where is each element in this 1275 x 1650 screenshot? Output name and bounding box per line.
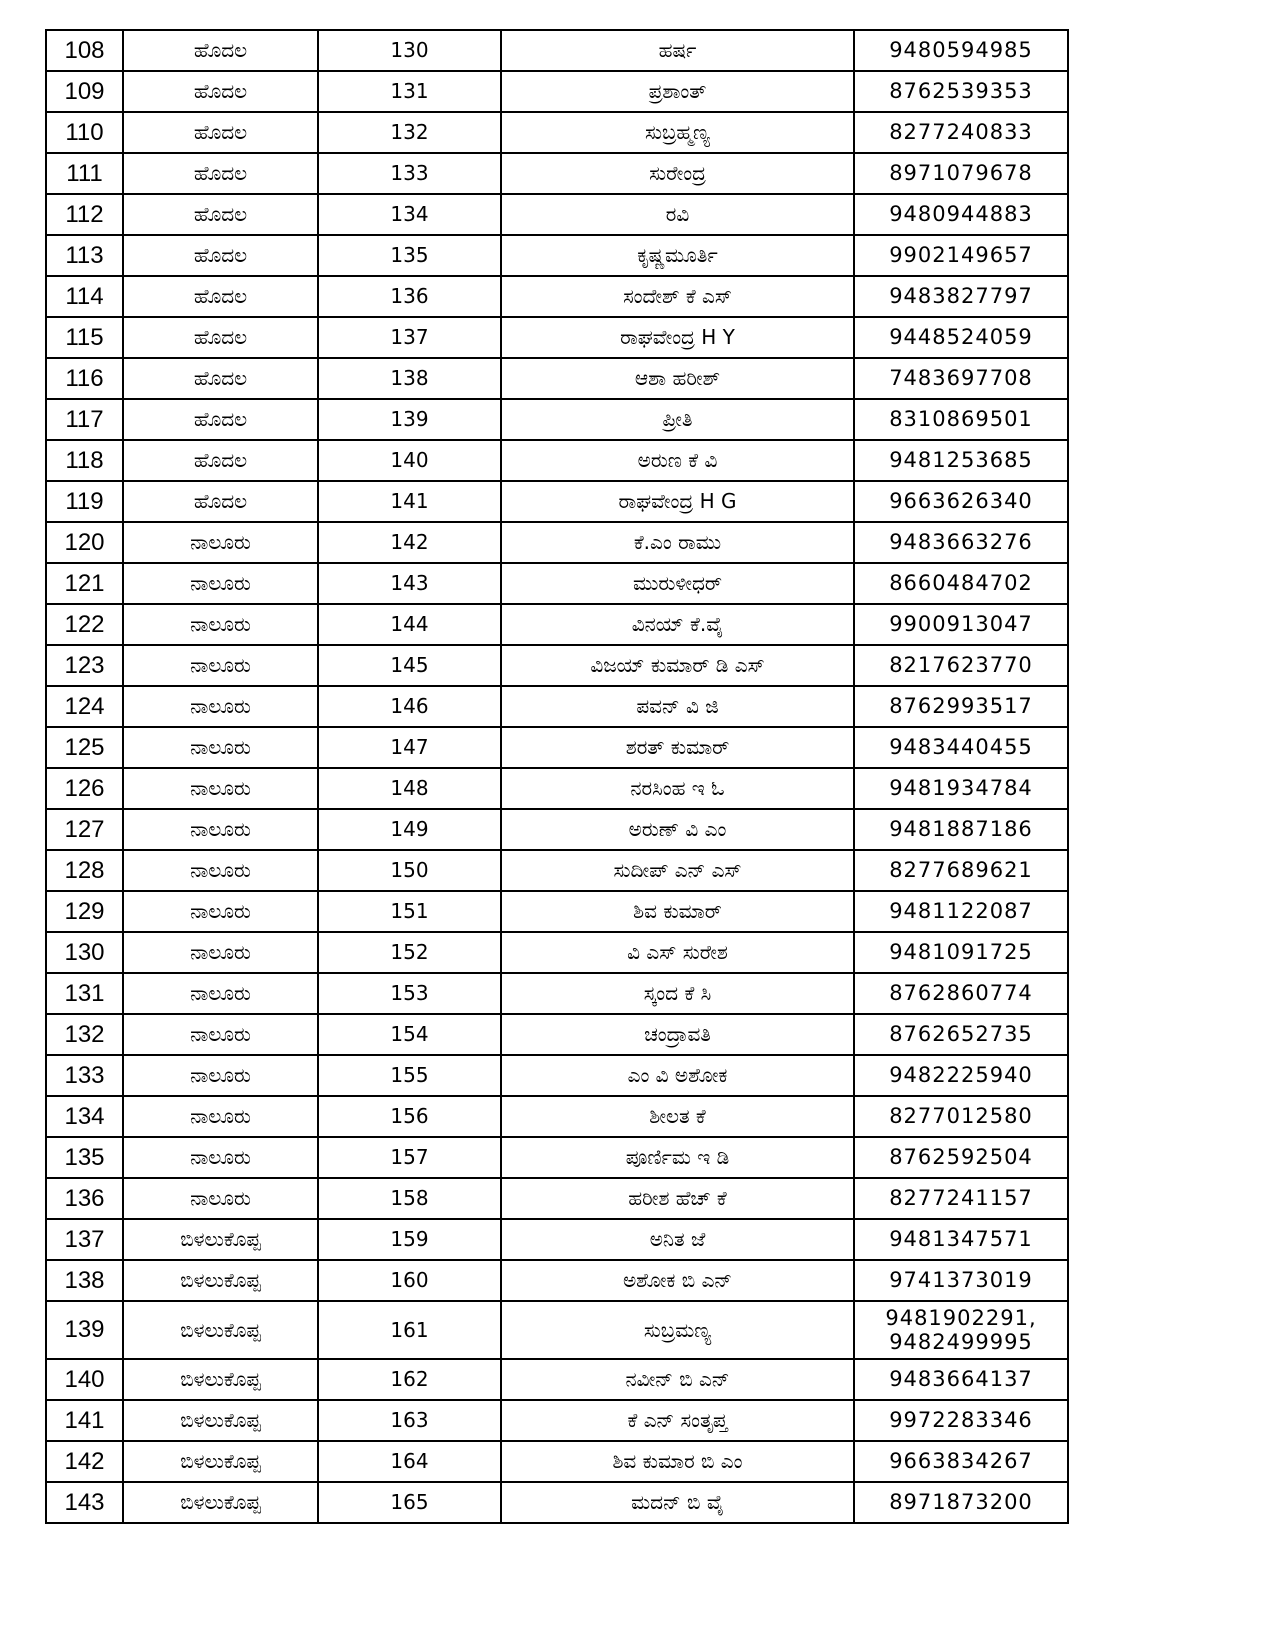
phone-number: 8277689621 [889,858,1033,883]
phone-number: 7483697708 [889,366,1033,391]
serial-number-cell: 125 [46,727,123,768]
table-row [46,1441,1068,1482]
phone-cell [854,1400,1068,1441]
phone-cell [854,850,1068,891]
village-cell: ನಾಲೂರು [123,645,318,686]
phone-cell [854,563,1068,604]
phone-cell [854,276,1068,317]
phone-number: 9481253685 [889,448,1033,473]
code-cell: 158 [318,1178,501,1219]
name-cell: ವಿನಯ್ ಕೆ.ವೈ [501,604,854,645]
table-row [46,317,1068,358]
code-cell: 155 [318,1055,501,1096]
name-cell: ಪ್ರೀತಿ [501,399,854,440]
code-cell: 153 [318,973,501,1014]
name-cell: ವಿಜಯ್ ಕುಮಾರ್ ಡಿ ಎಸ್ [501,645,854,686]
code-cell: 165 [318,1482,501,1523]
serial-number-cell: 126 [46,768,123,809]
serial-number-cell: 130 [46,932,123,973]
code-cell: 147 [318,727,501,768]
phone-cell [854,194,1068,235]
name-cell: ಕೃಷ್ಣಮೂರ್ತಿ [501,235,854,276]
phone-cell [854,1096,1068,1137]
code-cell: 131 [318,71,501,112]
phone-cell [854,153,1068,194]
table-row [46,645,1068,686]
serial-number-cell: 112 [46,194,123,235]
serial-number-cell: 141 [46,1400,123,1441]
code-cell: 130 [318,30,501,71]
table-row [46,440,1068,481]
name-cell: ಸುರೇಂದ್ರ [501,153,854,194]
table-row [46,686,1068,727]
name-cell: ಶಿವ ಕುಮಾರ ಬಿ ಎಂ [501,1441,854,1482]
serial-number-cell: 117 [46,399,123,440]
code-cell: 143 [318,563,501,604]
serial-number-cell: 124 [46,686,123,727]
table-row [46,1219,1068,1260]
phone-cell [854,1260,1068,1301]
name-cell: ಹರ್ಷ [501,30,854,71]
contact-table [45,29,1069,1524]
phone-cell [854,317,1068,358]
table-body [46,30,1068,1523]
table-row [46,1055,1068,1096]
name-cell: ರವಿ [501,194,854,235]
table-row [46,1096,1068,1137]
phone-number: 8762993517 [889,694,1033,719]
phone-cell [854,358,1068,399]
phone-number: 9480594985 [889,38,1033,63]
village-cell: ಹೊದಲ [123,71,318,112]
name-cell: ಸುದೀಪ್ ಎನ್ ಎಸ್ [501,850,854,891]
name-cell: ವಿ ಎಸ್ ಸುರೇಶ [501,932,854,973]
table-row [46,1301,1068,1359]
code-cell: 152 [318,932,501,973]
serial-number-cell: 136 [46,1178,123,1219]
name-cell: ಅರುಣ್ ವಿ ಎಂ [501,809,854,850]
phone-number: 8762592504 [889,1145,1033,1170]
phone-cell [854,727,1068,768]
phone-number: 9481934784 [889,776,1033,801]
village-cell: ನಾಲೂರು [123,1096,318,1137]
village-cell: ಬಿಳಲುಕೊಪ್ಪ [123,1441,318,1482]
code-cell: 138 [318,358,501,399]
table-row [46,112,1068,153]
village-cell: ಹೊದಲ [123,194,318,235]
serial-number-cell: 138 [46,1260,123,1301]
serial-number-cell: 133 [46,1055,123,1096]
serial-number-cell: 115 [46,317,123,358]
serial-number-cell: 119 [46,481,123,522]
table-row [46,30,1068,71]
phone-number: 9900913047 [889,612,1033,637]
code-cell: 151 [318,891,501,932]
table-row [46,1014,1068,1055]
code-cell: 133 [318,153,501,194]
code-cell: 137 [318,317,501,358]
code-cell: 162 [318,1359,501,1400]
serial-number-cell: 127 [46,809,123,850]
serial-number-cell: 109 [46,71,123,112]
phone-cell [854,1137,1068,1178]
phone-cell [854,1219,1068,1260]
code-cell: 145 [318,645,501,686]
phone-number: 9480944883 [889,202,1033,227]
serial-number-cell: 116 [46,358,123,399]
phone-cell [854,1359,1068,1400]
phone-number: 9902149657 [889,243,1033,268]
table-row [46,71,1068,112]
table-row [46,850,1068,891]
table-row [46,194,1068,235]
phone-cell [854,973,1068,1014]
name-cell: ಸ್ಕಂದ ಕೆ ಸಿ [501,973,854,1014]
table-row [46,563,1068,604]
phone-number: 9483827797 [889,284,1033,309]
name-cell: ನರಸಿಂಹ ಇ ಓ [501,768,854,809]
serial-number-cell: 122 [46,604,123,645]
table-row [46,604,1068,645]
table-row [46,1482,1068,1523]
table-row [46,973,1068,1014]
village-cell: ನಾಲೂರು [123,1137,318,1178]
phone-cell [854,30,1068,71]
table-row [46,891,1068,932]
code-cell: 157 [318,1137,501,1178]
code-cell: 149 [318,809,501,850]
phone-cell [854,71,1068,112]
village-cell: ಹೊದಲ [123,358,318,399]
phone-number: 9448524059 [889,325,1033,350]
code-cell: 144 [318,604,501,645]
phone-cell [854,399,1068,440]
phone-number: 8277240833 [889,120,1033,145]
phone-number: 8660484702 [889,571,1033,596]
phone-cell [854,645,1068,686]
name-cell: ಶಿವ ಕುಮಾರ್ [501,891,854,932]
phone-number: 9663834267 [889,1449,1033,1474]
code-cell: 134 [318,194,501,235]
serial-number-cell: 131 [46,973,123,1014]
phone-number: 9483664137 [889,1367,1033,1392]
phone-number: 8310869501 [889,407,1033,432]
code-cell: 135 [318,235,501,276]
name-cell: ರಾಘವೇಂದ್ರ H G [501,481,854,522]
phone-number: 9481902291, [885,1305,1037,1330]
code-cell: 160 [318,1260,501,1301]
village-cell: ಹೊದಲ [123,30,318,71]
name-cell: ಚಂದ್ರಾವತಿ [501,1014,854,1055]
village-cell: ಹೊದಲ [123,440,318,481]
code-cell: 136 [318,276,501,317]
table-row [46,932,1068,973]
name-cell: ಸುಬ್ರಮಣ್ಯ [501,1301,854,1359]
name-cell: ಅನಿತ ಜೆ [501,1219,854,1260]
name-cell: ಪೂರ್ಣಿಮ ಇ ಡಿ [501,1137,854,1178]
serial-number-cell: 140 [46,1359,123,1400]
village-cell: ಬಿಳಲುಕೊಪ್ಪ [123,1400,318,1441]
serial-number-cell: 120 [46,522,123,563]
serial-number-cell: 142 [46,1441,123,1482]
phone-number: 8217623770 [889,653,1033,678]
table-row [46,276,1068,317]
name-cell: ಮುರುಳೀಧರ್ [501,563,854,604]
code-cell: 140 [318,440,501,481]
code-cell: 159 [318,1219,501,1260]
village-cell: ನಾಲೂರು [123,850,318,891]
village-cell: ಹೊದಲ [123,112,318,153]
serial-number-cell: 123 [46,645,123,686]
phone-number: 9481887186 [889,817,1033,842]
name-cell: ಮದನ್ ಬಿ ವೈ [501,1482,854,1523]
village-cell: ಬಿಳಲುಕೊಪ್ಪ [123,1359,318,1400]
phone-number: 9481091725 [889,940,1033,965]
village-cell: ಬಿಳಲುಕೊಪ್ಪ [123,1219,318,1260]
name-cell: ಪ್ರಶಾಂತ್ [501,71,854,112]
serial-number-cell: 111 [46,153,123,194]
name-cell: ಆಶಾ ಹರೀಶ್ [501,358,854,399]
name-cell: ಅರುಣ ಕೆ ವಿ [501,440,854,481]
village-cell: ನಾಲೂರು [123,604,318,645]
serial-number-cell: 143 [46,1482,123,1523]
phone-number: 8971873200 [889,1490,1033,1515]
phone-cell [854,1482,1068,1523]
table-row [46,768,1068,809]
phone-number: 8762860774 [889,981,1033,1006]
village-cell: ನಾಲೂರು [123,686,318,727]
village-cell: ನಾಲೂರು [123,1055,318,1096]
phone-number: 9972283346 [889,1408,1033,1433]
name-cell: ಶರತ್ ಕುಮಾರ್ [501,727,854,768]
table-row [46,1260,1068,1301]
phone-number: 9482499995 [889,1330,1033,1354]
village-cell: ನಾಲೂರು [123,522,318,563]
name-cell: ರಾಘವೇಂದ್ರ H Y [501,317,854,358]
table-row [46,235,1068,276]
village-cell: ಹೊದಲ [123,276,318,317]
village-cell: ನಾಲೂರು [123,1178,318,1219]
code-cell: 142 [318,522,501,563]
phone-cell [854,440,1068,481]
serial-number-cell: 132 [46,1014,123,1055]
phone-number: 9663626340 [889,489,1033,514]
phone-number: 8277012580 [889,1104,1033,1129]
phone-cell [854,1014,1068,1055]
code-cell: 161 [318,1301,501,1359]
village-cell: ನಾಲೂರು [123,1014,318,1055]
code-cell: 150 [318,850,501,891]
serial-number-cell: 135 [46,1137,123,1178]
code-cell: 148 [318,768,501,809]
phone-cell [854,481,1068,522]
village-cell: ನಾಲೂರು [123,809,318,850]
phone-cell [854,112,1068,153]
phone-cell [854,1055,1068,1096]
phone-cell [854,1178,1068,1219]
code-cell: 132 [318,112,501,153]
phone-cell [854,768,1068,809]
name-cell: ಸಂದೇಶ್ ಕೆ ಎಸ್ [501,276,854,317]
village-cell: ಹೊದಲ [123,317,318,358]
table-row [46,809,1068,850]
code-cell: 141 [318,481,501,522]
phone-cell [854,932,1068,973]
table-row [46,522,1068,563]
name-cell: ಕೆ.ಎಂ ರಾಮು [501,522,854,563]
serial-number-cell: 121 [46,563,123,604]
serial-number-cell: 110 [46,112,123,153]
table-row [46,399,1068,440]
village-cell: ಬಿಳಲುಕೊಪ್ಪ [123,1301,318,1359]
serial-number-cell: 118 [46,440,123,481]
code-cell: 156 [318,1096,501,1137]
phone-number: 9741373019 [889,1268,1033,1293]
phone-number: 9481347571 [889,1227,1033,1252]
village-cell: ನಾಲೂರು [123,932,318,973]
phone-cell [854,686,1068,727]
village-cell: ನಾಲೂರು [123,563,318,604]
code-cell: 139 [318,399,501,440]
phone-number: 8971079678 [889,161,1033,186]
name-cell: ಹರೀಶ ಹೆಚ್ ಕೆ [501,1178,854,1219]
village-cell: ನಾಲೂರು [123,973,318,1014]
phone-cell [854,522,1068,563]
name-cell: ಸುಬ್ರಹ್ಮಣ್ಯ [501,112,854,153]
phone-cell [854,891,1068,932]
serial-number-cell: 139 [46,1301,123,1359]
serial-number-cell: 128 [46,850,123,891]
phone-cell [854,604,1068,645]
table-row [46,727,1068,768]
village-cell: ನಾಲೂರು [123,727,318,768]
table-row [46,358,1068,399]
name-cell: ಅಶೋಕ ಬಿ ಎನ್ [501,1260,854,1301]
village-cell: ನಾಲೂರು [123,891,318,932]
table-row [46,1178,1068,1219]
table-row [46,1400,1068,1441]
phone-number: 9483663276 [889,530,1033,555]
village-cell: ಹೊದಲ [123,399,318,440]
phone-number: 9482225940 [889,1063,1033,1088]
table-row [46,1137,1068,1178]
phone-number: 8762539353 [889,79,1033,104]
village-cell: ಬಿಳಲುಕೊಪ್ಪ [123,1482,318,1523]
table-row [46,153,1068,194]
name-cell: ನವೀನ್ ಬಿ ಎನ್ [501,1359,854,1400]
code-cell: 146 [318,686,501,727]
village-cell: ನಾಲೂರು [123,768,318,809]
name-cell: ಶೀಲತ ಕೆ [501,1096,854,1137]
phone-number: 9483440455 [889,735,1033,760]
phone-cell [854,235,1068,276]
phone-number: 9481122087 [889,899,1033,924]
code-cell: 163 [318,1400,501,1441]
serial-number-cell: 108 [46,30,123,71]
serial-number-cell: 113 [46,235,123,276]
serial-number-cell: 137 [46,1219,123,1260]
name-cell: ಎಂ ವಿ ಅಶೋಕ [501,1055,854,1096]
table-row [46,1359,1068,1400]
code-cell: 164 [318,1441,501,1482]
phone-cell [854,1441,1068,1482]
village-cell: ಹೊದಲ [123,481,318,522]
village-cell: ಬಿಳಲುಕೊಪ್ಪ [123,1260,318,1301]
code-cell: 154 [318,1014,501,1055]
phone-number: 8762652735 [889,1022,1033,1047]
table-row [46,481,1068,522]
serial-number-cell: 134 [46,1096,123,1137]
serial-number-cell: 129 [46,891,123,932]
phone-cell [854,809,1068,850]
phone-number: 8277241157 [889,1186,1033,1211]
name-cell: ಪವನ್ ವಿ ಜಿ [501,686,854,727]
name-cell: ಕೆ ಎನ್ ಸಂತೃಪ್ತ [501,1400,854,1441]
serial-number-cell: 114 [46,276,123,317]
village-cell: ಹೊದಲ [123,235,318,276]
phone-cell [854,1301,1068,1359]
village-cell: ಹೊದಲ [123,153,318,194]
